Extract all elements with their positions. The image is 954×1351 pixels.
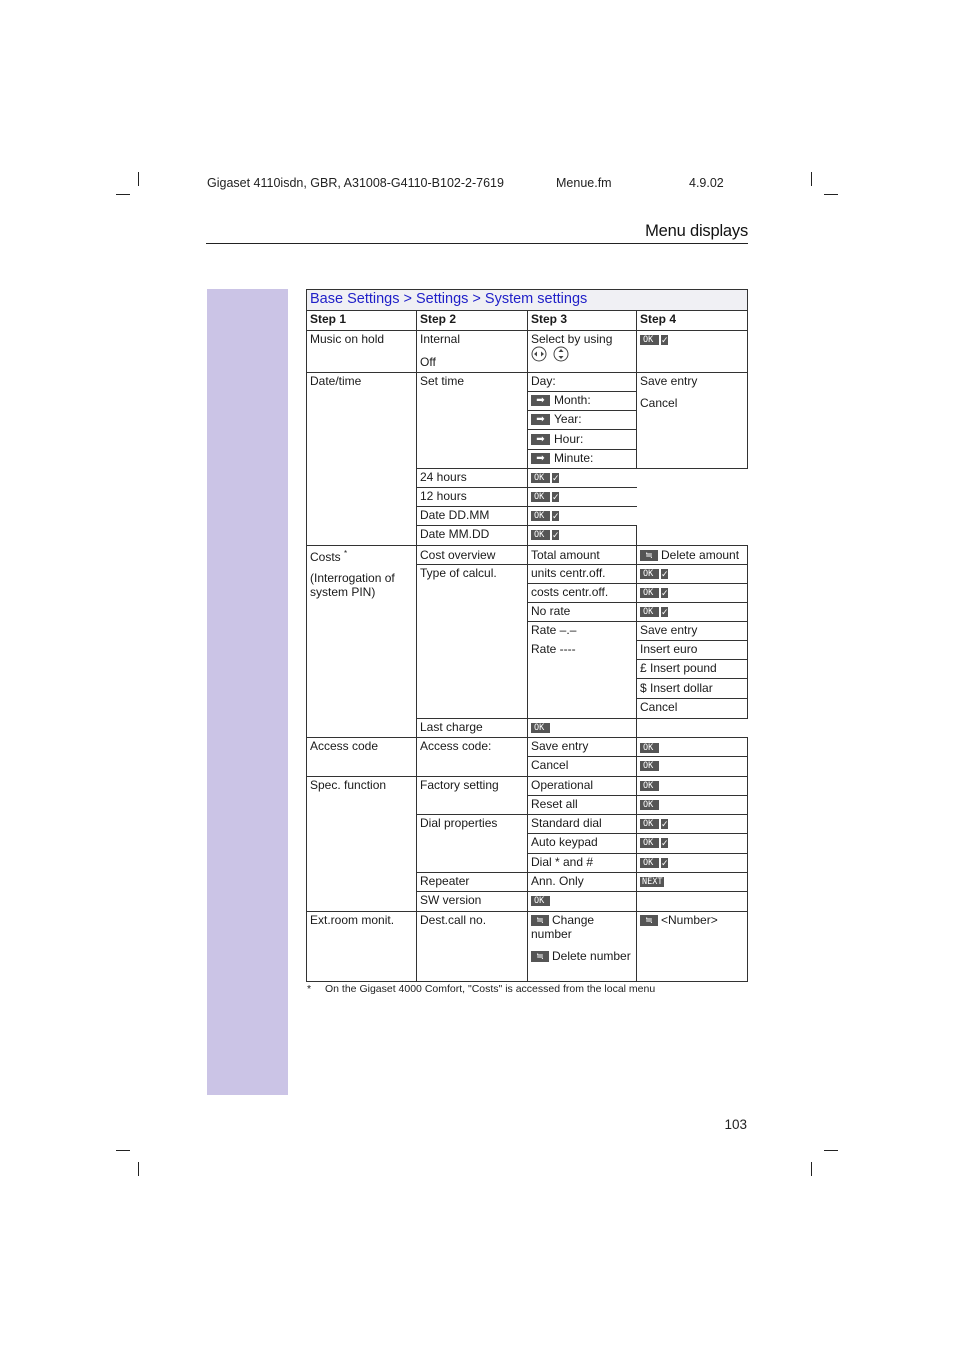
option-delete-number (531, 949, 634, 963)
step4-confirm (636, 853, 748, 873)
sidebar-band (207, 289, 288, 1095)
arrow-right-icon: ➡ (531, 453, 550, 464)
step4-confirm (636, 737, 748, 757)
step2-cost-overview: Cost overview (416, 545, 527, 565)
doc-id: Gigaset 4110isdn, GBR, A31008-G4110-B102-2-7619 (207, 176, 504, 190)
page-title: Menu displays (645, 222, 748, 240)
step3-hour (527, 430, 637, 450)
step3-confirm (527, 487, 637, 507)
step4-insert-pound: £ Insert pound (636, 659, 748, 679)
option-save-entry: Save entry (640, 374, 698, 388)
step4-save-entry: Save entry (636, 621, 748, 641)
ok-key-icon: OK (640, 858, 659, 868)
select-by-using-label: Select by using (531, 332, 613, 346)
year-label: Year: (554, 412, 582, 426)
step3-units-centr: units centr.off. (527, 564, 637, 584)
step3-operational: Operational (527, 776, 637, 796)
step4-confirm (636, 330, 748, 373)
step1-access-code: Access code (306, 737, 417, 777)
ok-key-icon: OK (531, 511, 550, 521)
ok-key-icon: OK (531, 723, 550, 733)
file-name: Menue.fm (556, 176, 612, 190)
footnote-marker: * (307, 983, 312, 995)
menu-path: Base Settings > Settings > System settings (306, 289, 748, 311)
step2-24-hours: 24 hours (416, 468, 527, 488)
step4-cancel: Cancel (636, 698, 748, 719)
menu-table (306, 289, 748, 982)
step3-auto-keypad: Auto keypad (527, 833, 637, 854)
column-header: Step 3 (527, 310, 637, 331)
ok-key-icon: OK (640, 761, 659, 771)
step1-costs (306, 545, 417, 738)
step4-insert-dollar: $ Insert dollar (636, 679, 748, 699)
step4-confirm (636, 833, 748, 854)
crop-mark (811, 172, 812, 186)
step2-12-hours: 12 hours (416, 487, 527, 507)
step1-spec-function: Spec. function (306, 776, 417, 912)
number-label: <Number> (661, 913, 718, 927)
menu-key-icon: ≒ (531, 951, 549, 962)
step3-confirm (527, 891, 637, 912)
option-rate-1: Rate –.– (531, 623, 577, 637)
step3-total-amount: Total amount (527, 545, 637, 565)
header-rule (206, 243, 748, 244)
ok-key-icon: OK (640, 607, 659, 617)
step3-month (527, 391, 637, 411)
menu-key-icon: ≒ (640, 915, 658, 926)
column-header: Step 4 (636, 310, 748, 331)
step3-year (527, 410, 637, 430)
check-icon: ✓ (552, 510, 560, 521)
option-internal: Internal (420, 332, 461, 346)
step3-standard-dial: Standard dial (527, 814, 637, 834)
option-change-number (531, 913, 634, 941)
step4-confirm (636, 795, 748, 815)
step2-factory-setting: Factory setting (416, 776, 527, 815)
ok-key-icon: OK (640, 743, 659, 753)
check-icon: ✓ (661, 837, 669, 848)
step3-ann-only: Ann. Only (527, 872, 637, 892)
ok-key-icon: OK (531, 530, 550, 540)
ok-key-icon: OK (640, 588, 659, 598)
option-off: Off (420, 355, 436, 369)
step2-repeater: Repeater (416, 872, 527, 892)
step4-empty (636, 891, 748, 912)
option-rate-2: Rate ---- (531, 642, 576, 656)
step4-confirm (636, 583, 748, 603)
step4-next (636, 872, 748, 892)
crop-mark (138, 172, 139, 186)
footnote (307, 983, 655, 995)
check-icon: ✓ (661, 606, 669, 617)
step3-reset-all: Reset all (527, 795, 637, 815)
costs-note: (Interrogation of system PIN) (310, 571, 395, 599)
ok-key-icon: OK (640, 838, 659, 848)
delete-amount-label: Delete amount (661, 548, 740, 562)
step3-confirm (527, 718, 637, 738)
column-header: Step 1 (306, 310, 417, 331)
step3-confirm (527, 468, 637, 488)
crop-mark (116, 1150, 130, 1151)
menu-key-icon: ≒ (531, 915, 549, 926)
arrow-right-icon: ➡ (531, 434, 550, 445)
step3-dial-star-hash: Dial * and # (527, 853, 637, 873)
menu-key-icon: ≒ (640, 550, 658, 561)
step4-number (636, 911, 748, 982)
step3-number-options (527, 911, 637, 982)
option-cancel: Cancel (640, 396, 678, 410)
step4-confirm (636, 814, 748, 834)
step2-date-ddmm: Date DD.MM (416, 506, 527, 526)
step1-music-on-hold: Music on hold (306, 330, 417, 373)
nav-key-left-right-icon (531, 346, 547, 362)
step2-type-of-calcul: Type of calcul. (416, 564, 527, 719)
crop-mark (811, 1162, 812, 1176)
check-icon: ✓ (552, 529, 560, 540)
step2-access-code: Access code: (416, 737, 527, 777)
minute-label: Minute: (554, 451, 594, 465)
step3-save-entry: Save entry (527, 737, 637, 757)
step3-cancel: Cancel (527, 756, 637, 777)
change-number-label: Change number (531, 913, 595, 941)
crop-mark (824, 1150, 838, 1151)
step2-set-time: Set time (416, 372, 527, 469)
check-icon: ✓ (661, 857, 669, 868)
step4-save-cancel (636, 372, 748, 469)
check-icon: ✓ (661, 334, 669, 345)
ok-key-icon: OK (531, 473, 550, 483)
step4-confirm (636, 564, 748, 584)
nav-key-up-down-icon (553, 346, 569, 362)
crop-mark (824, 194, 838, 195)
column-header: Step 2 (416, 310, 527, 331)
arrow-right-icon: ➡ (531, 414, 550, 425)
crop-mark (116, 194, 130, 195)
step2-sw-version: SW version (416, 891, 527, 912)
check-icon: ✓ (552, 472, 560, 483)
step4-confirm (636, 776, 748, 796)
delete-number-label: Delete number (552, 949, 631, 963)
step4-delete-amount (636, 545, 748, 565)
month-label: Month: (554, 393, 591, 407)
ok-key-icon: OK (531, 492, 550, 502)
ok-key-icon: OK (640, 335, 659, 345)
ok-key-icon: OK (640, 569, 659, 579)
step3-minute (527, 449, 637, 469)
hour-label: Hour: (554, 432, 584, 446)
step3-no-rate: No rate (527, 602, 637, 622)
step3-select-by-using (527, 330, 637, 373)
step2-last-charge: Last charge (416, 718, 527, 738)
step2-dial-properties: Dial properties (416, 814, 527, 873)
step4-confirm (636, 756, 748, 777)
step1-date-time: Date/time (306, 372, 417, 546)
step3-costs-centr: costs centr.off. (527, 583, 637, 603)
arrow-right-icon: ➡ (531, 395, 550, 406)
ok-key-icon: OK (640, 819, 659, 829)
step4-confirm (636, 602, 748, 622)
check-icon: ✓ (552, 491, 560, 502)
step4-insert-euro: Insert euro (636, 640, 748, 660)
check-icon: ✓ (661, 818, 669, 829)
ok-key-icon: OK (531, 896, 550, 906)
step2-date-mmdd: Date MM.DD (416, 525, 527, 546)
step2-dest-call-no: Dest.call no. (416, 911, 527, 982)
check-icon: ✓ (661, 587, 669, 598)
step3-confirm (527, 506, 637, 526)
crop-mark (138, 1162, 139, 1176)
page-number: 103 (724, 1117, 747, 1132)
costs-label: Costs (310, 550, 341, 564)
ok-key-icon: OK (640, 781, 659, 791)
doc-date: 4.9.02 (689, 176, 724, 190)
next-key-icon: NEXT (642, 876, 663, 887)
step3-day: Day: (527, 372, 637, 392)
footnote-text: On the Gigaset 4000 Comfort, "Costs" is accessed from the local menu (325, 983, 656, 995)
step3-confirm (527, 525, 637, 546)
step1-ext-room-monit: Ext.room monit. (306, 911, 417, 982)
step3-rate-options (527, 621, 637, 719)
footnote-marker: * (344, 549, 348, 558)
step2-music-options (416, 330, 527, 373)
check-icon: ✓ (661, 568, 669, 579)
ok-key-icon: OK (640, 800, 659, 810)
